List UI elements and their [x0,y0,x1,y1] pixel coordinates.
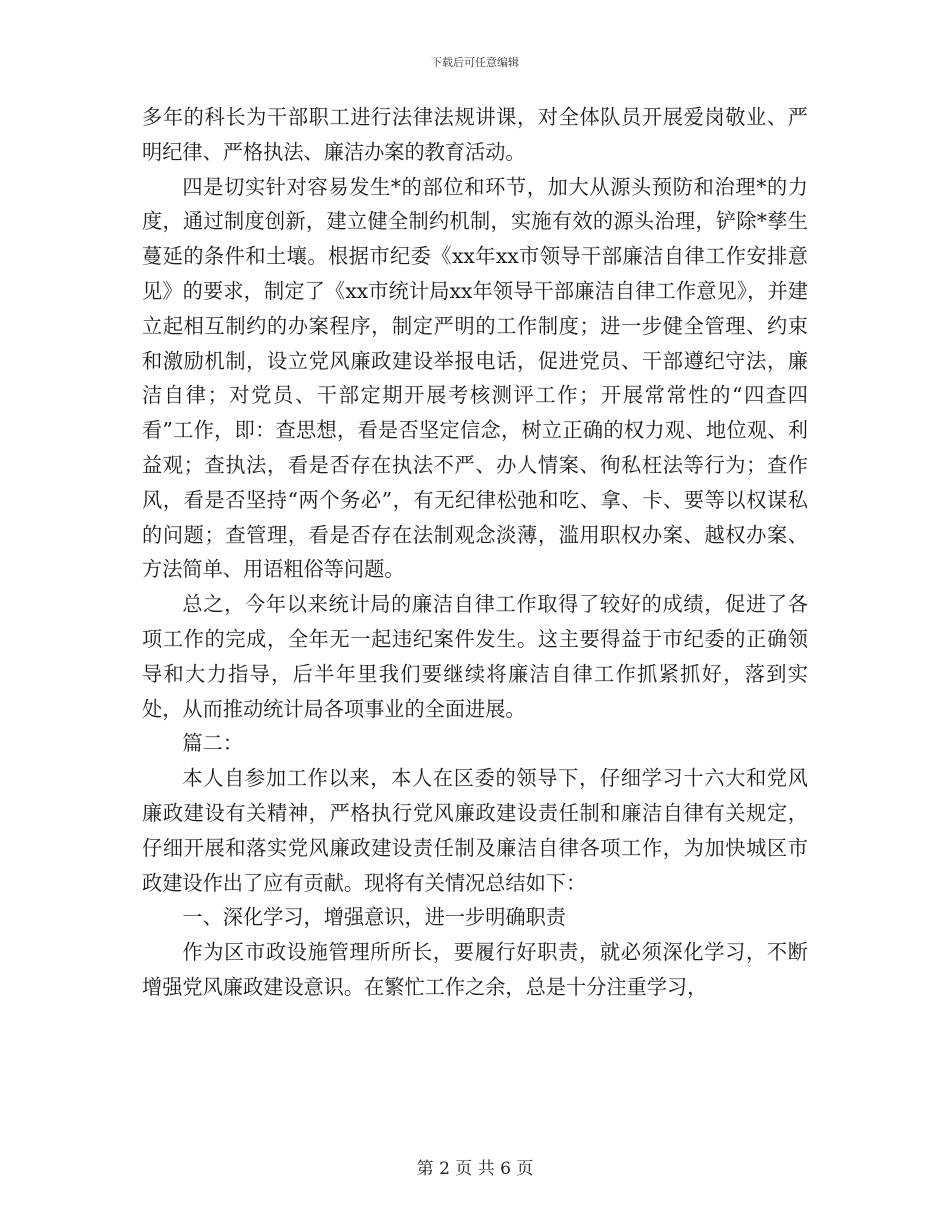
section-heading-part-two: 篇二： [182,731,243,756]
subheading-one: 一、深化学习，增强意识，进一步明确职责 [182,905,566,930]
paragraph-intro: 本人自参加工作以来，本人在区委的领导下，仔细学习十六大和党风廉政建设有关精神，严格执行党风廉政建设责任制和廉洁自律有关规定，仔细开展和落实党风廉政建设责任制及廉洁自律各项工作，为加快城区市政建设作出了应有贡献。现将有关情况总结如下： [142,766,808,895]
paragraph-point-four: 四是切实针对容易发生*的部位和环节，加大从源头预防和治理*的力度，通过制度创新，建立健全制约机制，实施有效的源头治理，铲除*孳生蔓延的条件和土壤。根据市纪委《xx年xx市领导干部廉洁自律工作安排意见》的要求，制定了《xx市统计局xx年领导干部廉洁自律工作意见》，并建立起相互制约的办案程序，制定严明的工作制度；进一步健全管理、约束和激励机制，设立党风廉政建设举报电话，促进党员、干部遵纪守法，廉洁自律；对党员、干部定期开展考核测评工作；开展常常性的“四查四看”工作，即：查思想，看是否坚定信念，树立正确的权力观、地位观、利益观；查执法，看是否存在执法不严、办人情案、徇私枉法等行为；查作风，看是否坚持“两个务必”，有无纪律松弛和吃、拿、卡、要等以权谋私的问题；查管理，看是否存在法制观念淡薄，滥用职权办案、越权办案、方法简单、用语粗俗等问题。 [142,174,808,582]
page-header-note: 下载后可任意编辑 [431,56,519,69]
page-number: 第 2 页 共 6 页 [416,1159,534,1179]
paragraph-summary: 总之，今年以来统计局的廉洁自律工作取得了较好的成绩，促进了各项工作的完成，全年无一起违纪案件发生。这主要得益于市纪委的正确领导和大力指导，后半年里我们要继续将廉洁自律工作抓紧抓好，落到实处，从而推动统计局各项事业的全面进展。 [142,592,808,721]
paragraph-study: 作为区市政设施管理所所长，要履行好职责，就必须深化学习，不断增强党风廉政建设意识。在繁忙工作之余，总是十分注重学习， [142,940,808,999]
document-body [142,100,808,1005]
paragraph-continuation: 多年的科长为干部职工进行法律法规讲课，对全体队员开展爱岗敬业、严明纪律、严格执法、廉洁办案的教育活动。 [142,105,808,164]
